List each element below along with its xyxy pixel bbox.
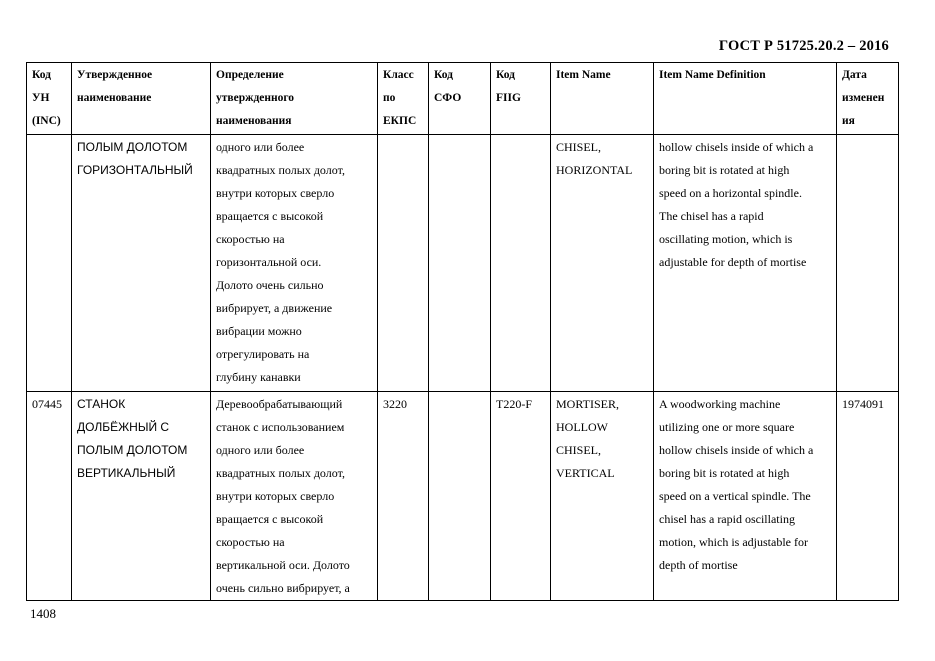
cell-item-name-definition [654,392,837,601]
cell-line: VERTICAL [556,466,615,480]
cell-line: ГОРИЗОНТАЛЬНЫЙ [77,163,193,177]
cell-line: вибрации можно [216,324,302,338]
cell-line: chisel has a rapid oscillating [659,512,795,526]
cell-line: boring bit is rotated at high [659,466,790,480]
cell-code-inc: 07445 [27,392,72,601]
cell-line: CHISEL, [556,140,601,154]
col-header-approved-name [72,63,211,135]
cell-approved-name [72,135,211,392]
cell-line: СТАНОК [77,397,126,411]
header-line: ия [842,115,855,127]
data-table [26,62,899,601]
table-body [27,135,899,601]
col-header-code-sfo [429,63,491,135]
cell-line: Деревообрабатывающий [216,397,343,411]
cell-line: станок с использованием [216,420,345,434]
header-line: УН [32,92,50,104]
col-header-change-date [837,63,899,135]
cell-line: CHISEL, [556,443,601,457]
cell-line: внутри которых сверло [216,186,335,200]
col-header-definition [211,63,378,135]
header-line: утвержденного [216,92,295,104]
cell-item-name [551,135,654,392]
cell-line: Долото очень сильно [216,278,324,292]
col-header-class-ekps [378,63,429,135]
cell-item-name-definition [654,135,837,392]
header-line: Утвержденное [77,69,153,81]
cell-line: вращается с высокой [216,512,324,526]
header-line: Код [32,69,52,81]
table-row [27,135,899,392]
cell-line: boring bit is rotated at high [659,163,790,177]
cell-class-ekps [378,135,429,392]
header-line: Код [496,69,516,81]
cell-change-date [837,135,899,392]
col-header-item-name-definition [654,63,837,135]
cell-line: скоростью на [216,232,285,246]
table-row [27,392,899,601]
cell-line: ПОЛЫМ ДОЛОТОМ [77,443,188,457]
cell-line: MORTISER, [556,397,619,411]
cell-code-inc [27,135,72,392]
cell-change-date: 1974091 [837,392,899,601]
cell-line: скоростью на [216,535,285,549]
cell-line: внутри которых сверло [216,489,335,503]
header-line: Item Name Definition [659,69,766,81]
col-header-code-inc [27,63,72,135]
cell-line: глубину канавки [216,370,301,384]
cell-definition [211,135,378,392]
cell-line: HORIZONTAL [556,163,633,177]
header-line: Дата [842,69,867,81]
cell-line: отрегулировать на [216,347,310,361]
header-line: изменен [842,92,885,104]
cell-code-fiig: T220-F [491,392,551,601]
header-line: (INC) [32,115,61,127]
col-header-code-fiig [491,63,551,135]
header-line: наименования [216,115,292,127]
cell-line: вертикальной оси. Долото [216,558,350,572]
header-line: Код [434,69,454,81]
cell-line: speed on a vertical spindle. The [659,489,811,503]
header-line: FIIG [496,92,521,104]
cell-line: speed on a horizontal spindle. [659,186,802,200]
cell-line: квадратных полых долот, [216,163,345,177]
cell-line: очень сильно вибрирует, а [216,581,350,595]
cell-item-name [551,392,654,601]
header-row [27,63,899,135]
header-line: ЕКПС [383,115,417,127]
cell-line: одного или более [216,443,305,457]
cell-line: HOLLOW [556,420,608,434]
cell-line: motion, which is adjustable for [659,535,808,549]
cell-line: A woodworking machine [659,397,781,411]
cell-line: utilizing one or more square [659,420,795,434]
cell-code-sfo [429,135,491,392]
cell-line: вращается с высокой [216,209,324,223]
document-header: ГОСТ Р 51725.20.2 – 2016 [718,38,889,54]
cell-line: hollow chisels inside of which a [659,140,814,154]
header-line: наименование [77,92,152,104]
cell-line: adjustable for depth of mortise [659,255,807,269]
cell-line: ПОЛЫМ ДОЛОТОМ [77,140,188,154]
cell-line: квадратных полых долот, [216,466,345,480]
cell-code-fiig [491,135,551,392]
cell-line: oscillating motion, which is [659,232,793,246]
cell-line: depth of mortise [659,558,738,572]
header-line: СФО [434,92,462,104]
cell-class-ekps: 3220 [378,392,429,601]
page-number: 1408 [30,606,56,621]
cell-approved-name [72,392,211,601]
header-line: Определение [216,69,284,81]
cell-definition [211,392,378,601]
cell-line: The chisel has a rapid [659,209,764,223]
header-line: по [383,92,396,104]
cell-line: ДОЛБЁЖНЫЙ С [77,420,170,434]
header-line: Item Name [556,69,611,81]
cell-line: вибрирует, а движение [216,301,333,315]
cell-line: ВЕРТИКАЛЬНЫЙ [77,466,176,480]
col-header-item-name [551,63,654,135]
cell-code-sfo [429,392,491,601]
cell-line: одного или более [216,140,305,154]
cell-line: hollow chisels inside of which a [659,443,814,457]
header-line: Класс [383,69,414,81]
cell-line: горизонтальной оси. [216,255,322,269]
